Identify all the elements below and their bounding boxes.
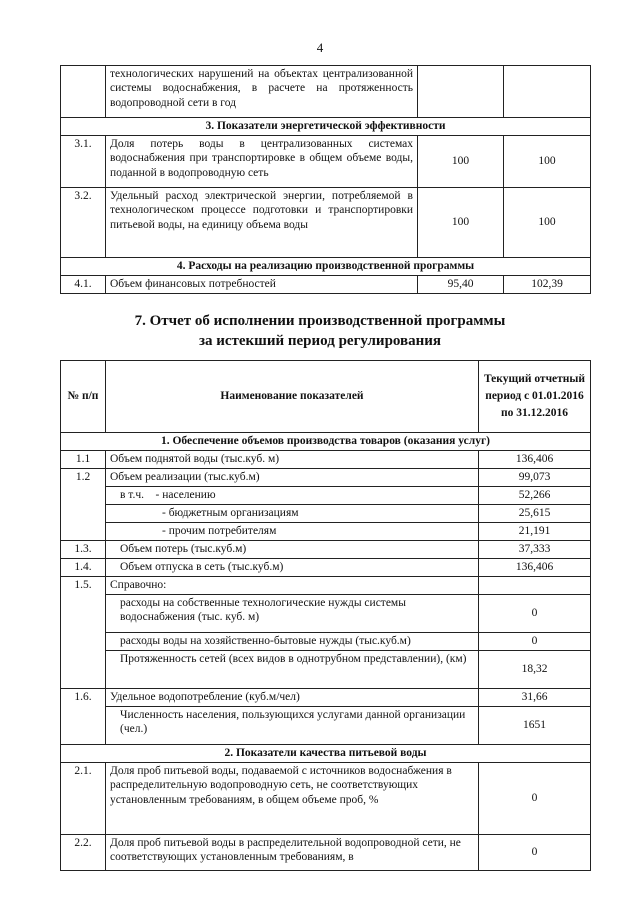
row-text: расходы воды на хозяйственно-бытовые нужды (тыс.куб.м): [106, 633, 479, 651]
row-value-plan: 95,40: [418, 276, 504, 294]
row-value: 52,266: [479, 487, 591, 505]
table-row: [61, 577, 591, 595]
row-text: в т.ч. - населению: [106, 487, 479, 505]
table-row: [61, 469, 591, 487]
row-text: Объем потерь (тыс.куб.м): [106, 541, 479, 559]
row-value-fact: [504, 66, 591, 118]
section-7-title: [0, 312, 640, 351]
row-value-fact: 102,39: [504, 276, 591, 294]
row-num: 1.4.: [61, 559, 106, 577]
row-text: Удельный расход электрической энергии, потребляемой в технологическом процессе подготовки и транспортировки питьевой воды, на единицу объема воды: [106, 188, 418, 258]
table-row: [61, 651, 591, 689]
row-text: Удельное водопотребление (куб.м/чел): [106, 689, 479, 707]
row-value: 1651: [479, 707, 591, 745]
row-text: расходы на собственные технологические нужды системы водоснабжения (тыс. куб. м): [106, 595, 479, 633]
row-num: 1.1: [61, 451, 106, 469]
row-value: 0: [479, 633, 591, 651]
page-number: 4: [316, 40, 324, 55]
table-header-row: [61, 361, 591, 433]
section-title: 3. Показатели энергетической эффективности: [61, 118, 591, 136]
row-value-fact: 100: [504, 136, 591, 188]
row-num: 3.2.: [61, 188, 106, 258]
row-value-empty: [479, 577, 591, 595]
table-row: [61, 451, 591, 469]
table-row: [61, 188, 591, 258]
row-value: 0: [479, 595, 591, 633]
row-text: Справочно:: [106, 577, 479, 595]
row-text: Объем финансовых потребностей: [106, 276, 418, 294]
row-value-plan: [418, 66, 504, 118]
row-value: 0: [479, 763, 591, 835]
row-value: 136,406: [479, 451, 591, 469]
title-line-2: за истекший период регулирования: [198, 332, 442, 349]
table-row: [61, 523, 591, 541]
table-row: [61, 595, 591, 633]
row-value: 136,406: [479, 559, 591, 577]
table-row: [61, 276, 591, 294]
header-period: Текущий отчетный период с 01.01.2016 по 31.12.2016: [479, 361, 591, 433]
row-value: 37,333: [479, 541, 591, 559]
row-num: 1.3.: [61, 541, 106, 559]
row-text: Протяженность сетей (всех видов в однотрубном представлении), (км): [106, 651, 479, 689]
table-row: [61, 559, 591, 577]
table-row: [61, 689, 591, 707]
row-num: 2.2.: [61, 835, 106, 871]
row-text: Доля проб питьевой воды, подаваемой с источников водоснабжения в распределительную водопроводную сеть, не соответствующих установленным требованиям, в общем объеме проб, %: [106, 763, 479, 835]
program-report-table: [60, 360, 591, 871]
row-text: технологических нарушений на объектах централизованной системы водоснабжения, в расчете на протяженность водопроводной сети в год: [106, 66, 418, 118]
row-num: 1.6.: [61, 689, 106, 745]
row-value-plan: 100: [418, 136, 504, 188]
title-line-1: 7. Отчет об исполнении производственной программы: [134, 313, 506, 329]
section-row: [61, 258, 591, 276]
row-text: - бюджетным организациям: [106, 505, 479, 523]
section-row: [61, 118, 591, 136]
row-value: 18,32: [479, 651, 591, 689]
section-title: 2. Показатели качества питьевой воды: [61, 745, 591, 763]
row-num: 2.1.: [61, 763, 106, 835]
row-num: 3.1.: [61, 136, 106, 188]
table-row: [61, 541, 591, 559]
row-value: 21,191: [479, 523, 591, 541]
row-text: Численность населения, пользующихся услугами данной организации (чел.): [106, 707, 479, 745]
indicators-table-continuation: [60, 65, 591, 294]
row-text: Доля потерь воды в централизованных системах водоснабжения при транспортировке в общем объеме воды, поданной в водопроводную сеть: [106, 136, 418, 188]
table-row: [61, 487, 591, 505]
row-text: Объем поднятой воды (тыс.куб. м): [106, 451, 479, 469]
row-value: 31,66: [479, 689, 591, 707]
row-text: - прочим потребителям: [106, 523, 479, 541]
table-row: [61, 763, 591, 835]
section-row: [61, 433, 591, 451]
row-num: 1.5.: [61, 577, 106, 689]
row-text: Доля проб питьевой воды в распределительной водопроводной сети, не соответствующих установленным требованиям, в: [106, 835, 479, 871]
table-row: [61, 707, 591, 745]
row-value: 0: [479, 835, 591, 871]
table-row: [61, 505, 591, 523]
table-row: [61, 835, 591, 871]
header-num: № п/п: [61, 361, 106, 433]
row-num: [61, 66, 106, 118]
row-value: 99,073: [479, 469, 591, 487]
table-row: [61, 136, 591, 188]
row-value-fact: 100: [504, 188, 591, 258]
section-title: 4. Расходы на реализацию производственной программы: [61, 258, 591, 276]
row-text: Объем отпуска в сеть (тыс.куб.м): [106, 559, 479, 577]
row-value-plan: 100: [418, 188, 504, 258]
table-row: [61, 633, 591, 651]
row-text: Объем реализации (тыс.куб.м): [106, 469, 479, 487]
table-row: [61, 66, 591, 118]
row-num: 4.1.: [61, 276, 106, 294]
row-value: 25,615: [479, 505, 591, 523]
header-name: Наименование показателей: [106, 361, 479, 433]
section-title: 1. Обеспечение объемов производства товаров (оказания услуг): [61, 433, 591, 451]
row-num: 1.2: [61, 469, 106, 541]
section-row: [61, 745, 591, 763]
